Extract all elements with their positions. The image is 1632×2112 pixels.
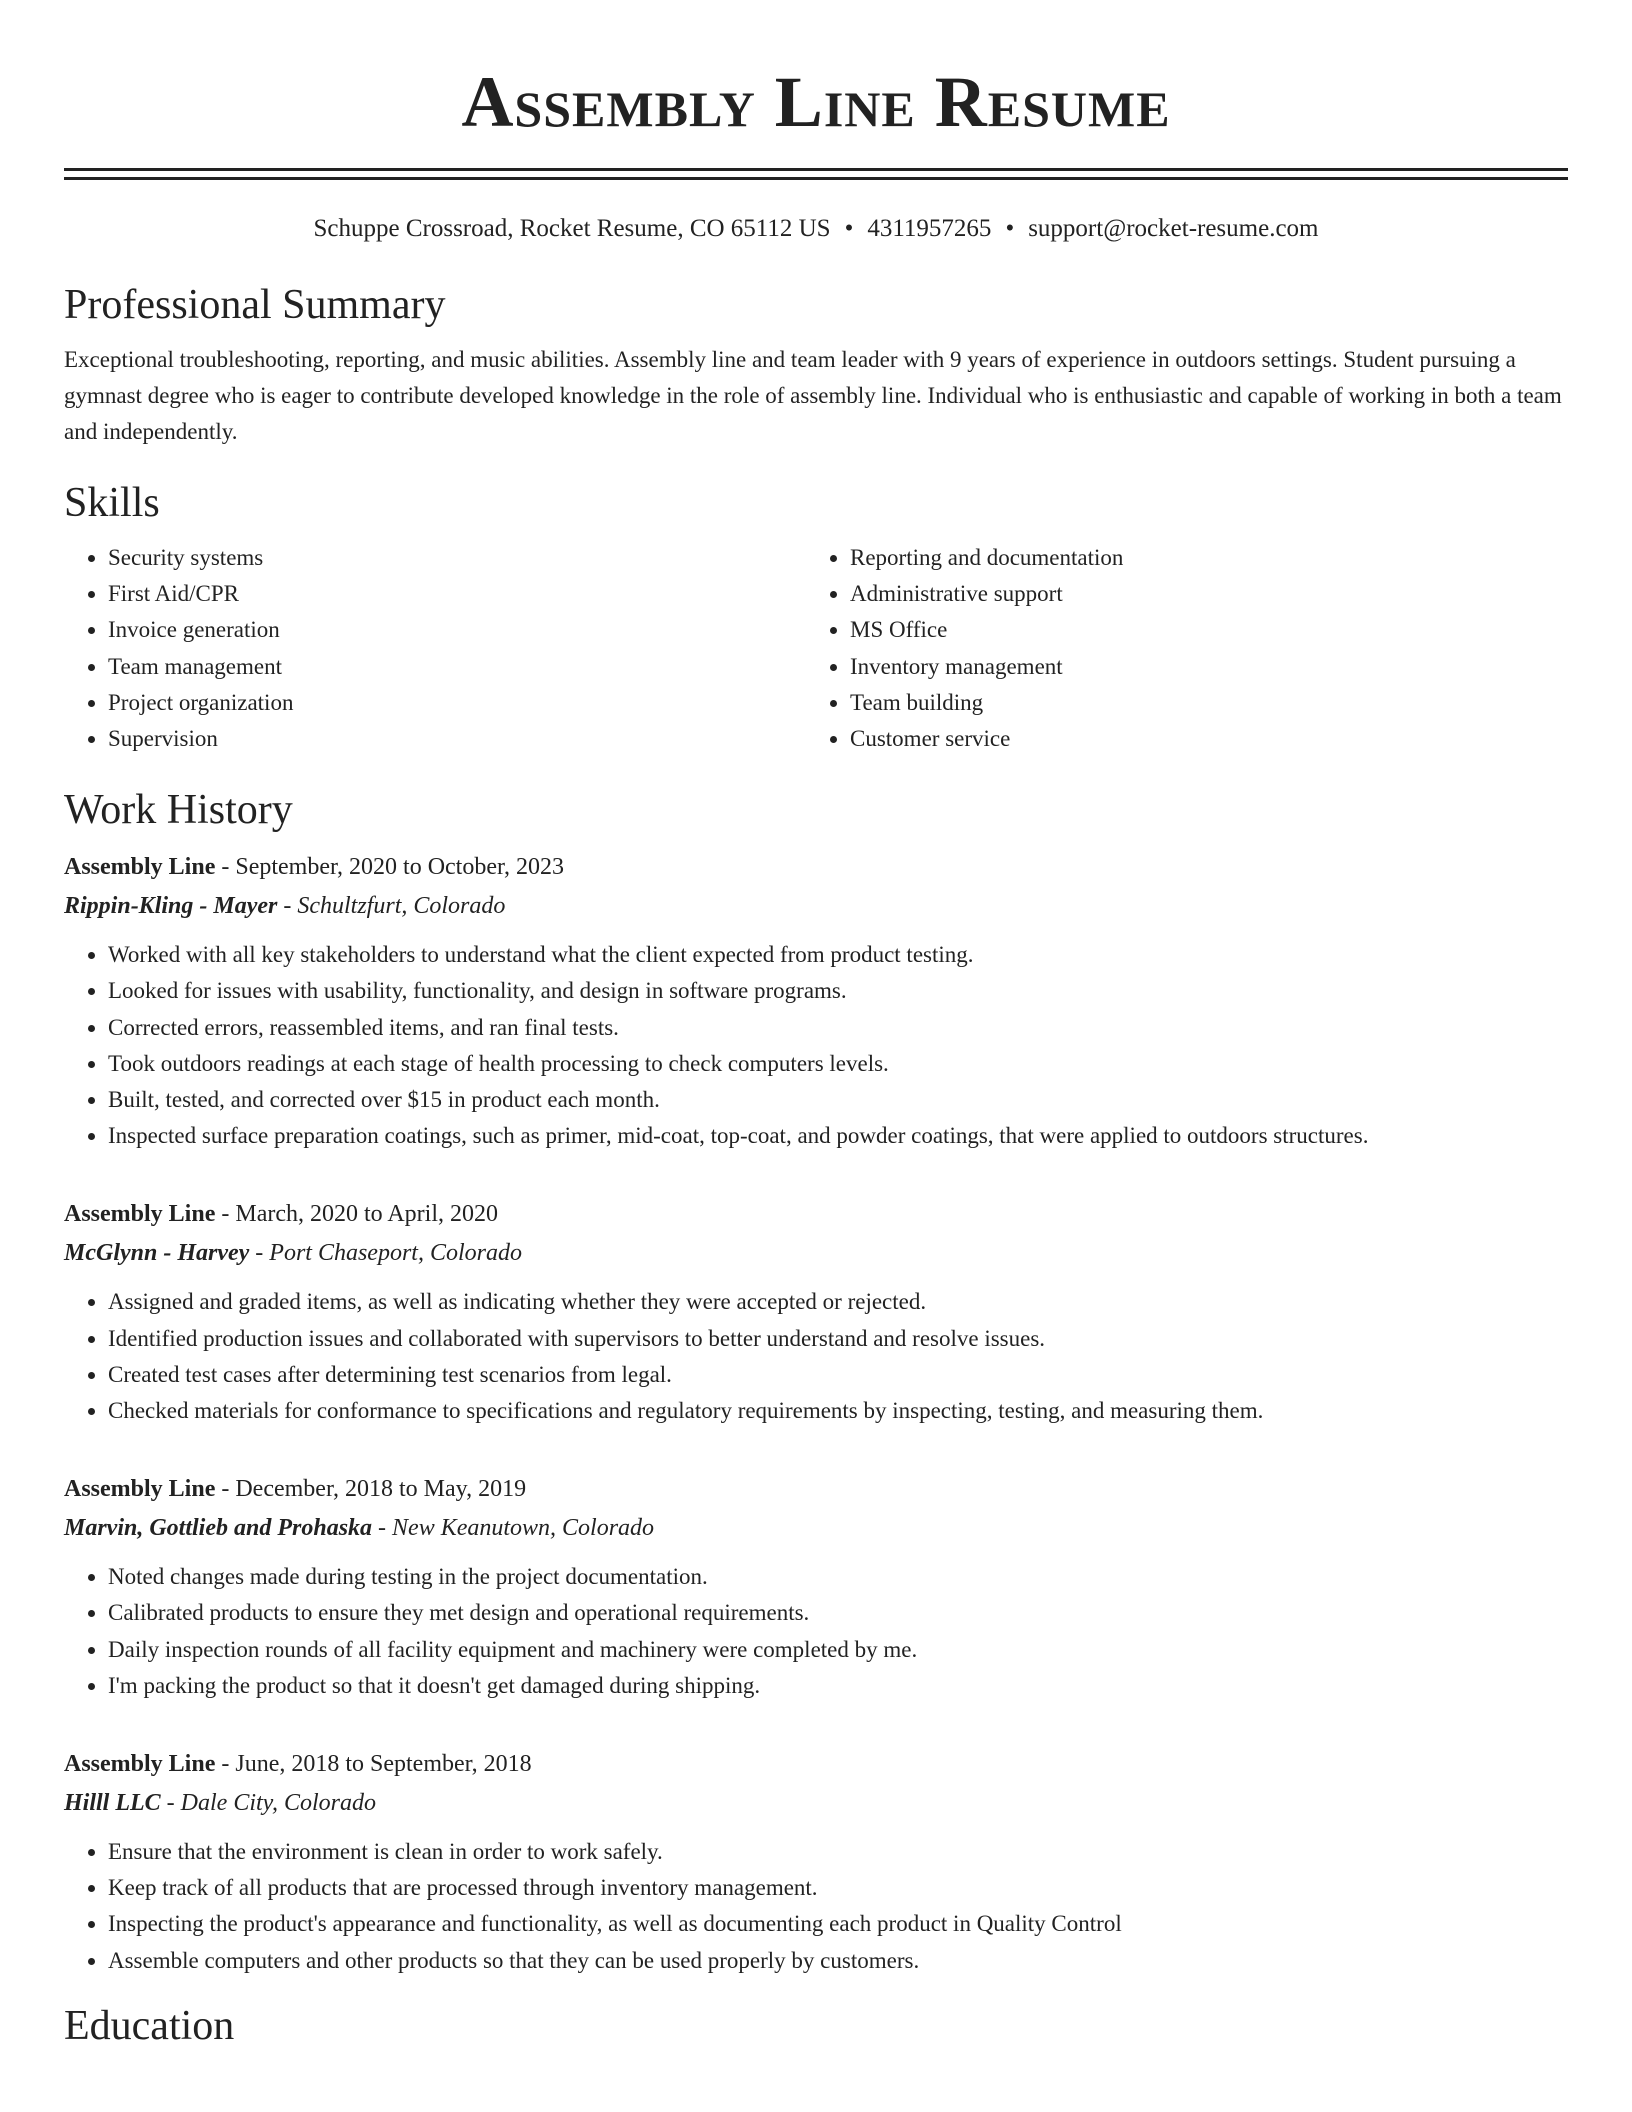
contact-line [64, 214, 1568, 244]
job-company-line [64, 1784, 1568, 1822]
section-heading-summary: Professional Summary [64, 282, 446, 328]
contact-separator: • [844, 215, 854, 242]
job-location: - Schultzfurt, Colorado [277, 893, 506, 920]
job-company: Rippin-Kling - Mayer [64, 893, 278, 920]
job-duty: • Created test cases after determining test scenarios from legal. [108, 1357, 1568, 1393]
job-location: - Port Chaseport, Colorado [249, 1240, 522, 1267]
section-heading-work-history: Work History [64, 787, 293, 834]
job-duty: • Looked for issues with usability, functionality, and design in software programs. [108, 973, 1568, 1009]
job-role: Assembly Line [64, 1476, 216, 1503]
job-company: Marvin, Gottlieb and Prohaska [64, 1515, 373, 1542]
summary-text: Exceptional troubleshooting, reporting, and music abilities. Assembly line and team leader with 9 years of experience in outdoors settings. Student pursuing a gymnast degree who is eager to contribute developed knowledge in the role of assembly line. Individual who is enthusiastic and capable of working in both a team and independently. [64, 347, 1562, 444]
job-company: McGlynn - Harvey [64, 1240, 250, 1267]
job-role: Assembly Line [64, 1201, 216, 1228]
job-duty: • Identified production issues and collaborated with supervisors to better understand and resolve issues. [108, 1321, 1568, 1357]
job-location: - New Keanutown, Colorado [372, 1515, 655, 1542]
job-duty: • Corrected errors, reassembled items, and ran final tests. [108, 1010, 1568, 1046]
job-duty: • Built, tested, and corrected over $15 in product each month. [108, 1082, 1568, 1118]
section-heading-education: Education [64, 2002, 235, 2049]
resume-page [64, 0, 1568, 2051]
job-duty: • Assemble computers and other products so that they can be used properly by customers. [108, 1943, 1568, 1979]
contact-separator: • [1005, 215, 1015, 242]
skill-item: • Supervision [108, 721, 806, 757]
contact-phone: 4311957265 [867, 215, 992, 242]
skill-item: • Team building [850, 685, 1548, 721]
job-dates: - June, 2018 to September, 2018 [215, 1751, 532, 1778]
job-company: Hilll LLC [64, 1790, 161, 1817]
job-duty: • Daily inspection rounds of all facility equipment and machinery were completed by me. [108, 1632, 1568, 1668]
job-role: Assembly Line [64, 1751, 216, 1778]
job-duty: • Assigned and graded items, as well as indicating whether they were accepted or rejected. [108, 1284, 1568, 1320]
job-company-line [64, 1509, 1568, 1547]
skill-item: • Team management [108, 649, 806, 685]
job-title-line [64, 1469, 1568, 1509]
job-duties [64, 1284, 1568, 1429]
job-duty: • Calibrated products to ensure they met design and operational requirements. [108, 1595, 1568, 1631]
job-title-line [64, 1194, 1568, 1234]
skill-item: • Security systems [108, 540, 806, 576]
skills-column-left [64, 540, 806, 757]
section-heading-skills: Skills [64, 480, 160, 526]
job-duty: • Took outdoors readings at each stage of health processing to check computers levels. [108, 1046, 1568, 1082]
skills-column-right [806, 540, 1548, 757]
job-dates: - March, 2020 to April, 2020 [215, 1201, 498, 1228]
job-dates: - September, 2020 to October, 2023 [215, 854, 565, 881]
contact-address: Schuppe Crossroad, Rocket Resume, CO 65112 US [313, 215, 831, 242]
job-duty: • Inspecting the product's appearance and functionality, as well as documenting each product in Quality Control [108, 1906, 1568, 1942]
title-divider-thin [64, 177, 1568, 180]
title-divider-thick [64, 168, 1568, 171]
job-company-line [64, 887, 1568, 925]
resume-title: Assembly Line Resume [461, 62, 1171, 142]
job-location: - Dale City, Colorado [160, 1790, 377, 1817]
job-duty: • Noted changes made during testing in the project documentation. [108, 1559, 1568, 1595]
job-duty: • I'm packing the product so that it doesn't get damaged during shipping. [108, 1668, 1568, 1704]
skill-item: • Customer service [850, 721, 1548, 757]
job-duties [64, 1834, 1568, 1979]
skill-item: • Inventory management [850, 649, 1548, 685]
skill-item: • First Aid/CPR [108, 576, 806, 612]
job-company-line [64, 1234, 1568, 1272]
job-entry [64, 1194, 1568, 1429]
job-duty: • Keep track of all products that are processed through inventory management. [108, 1870, 1568, 1906]
job-entry [64, 1744, 1568, 1979]
job-duty: • Inspected surface preparation coatings, such as primer, mid-coat, top-coat, and powder coatings, that were applied to outdoors structures. [108, 1118, 1568, 1154]
job-duty: • Ensure that the environment is clean in order to work safely. [108, 1834, 1568, 1870]
job-role: Assembly Line [64, 854, 216, 881]
job-title-line [64, 1744, 1568, 1784]
skill-item: • Project organization [108, 685, 806, 721]
skills-list [64, 540, 1568, 757]
job-title-line [64, 847, 1568, 887]
job-entry [64, 1469, 1568, 1704]
job-dates: - December, 2018 to May, 2019 [215, 1476, 527, 1503]
skill-item: • MS Office [850, 612, 1548, 648]
job-duty: • Checked materials for conformance to specifications and regulatory requirements by inspecting, testing, and measuring them. [108, 1393, 1568, 1429]
job-duties [64, 1559, 1568, 1704]
contact-email: support@rocket-resume.com [1028, 215, 1319, 242]
skill-item: • Invoice generation [108, 612, 806, 648]
job-duties [64, 937, 1568, 1154]
job-entry [64, 847, 1568, 1154]
skill-item: • Administrative support [850, 576, 1548, 612]
skill-item: • Reporting and documentation [850, 540, 1548, 576]
job-duty: • Worked with all key stakeholders to understand what the client expected from product testing. [108, 937, 1568, 973]
